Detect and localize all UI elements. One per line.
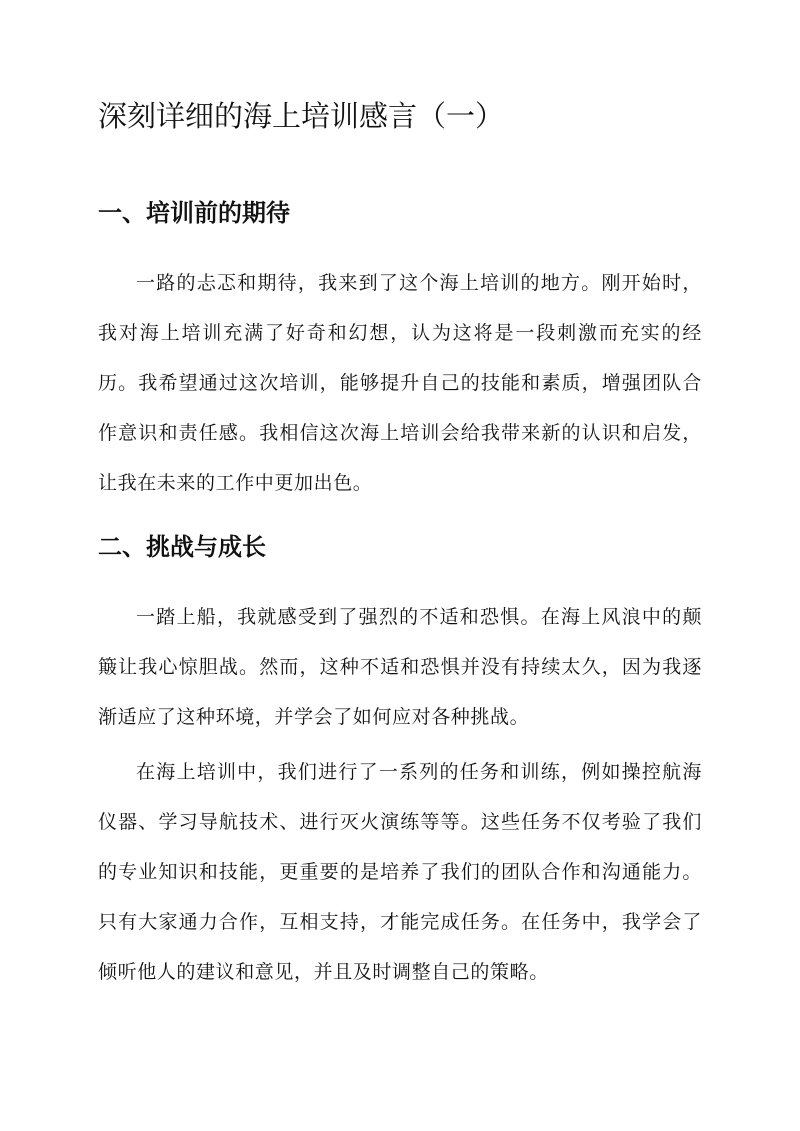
paragraph-challenges-1: 一踏上船，我就感受到了强烈的不适和恐惧。在海上风浪中的颠簸让我心惊胆战。然而，这种不适和恐惧并没有持续太久，因为我逐渐适应了这种环境，并学会了如何应对各种挑战。	[98, 606, 702, 728]
paragraph-challenges-2: 在海上培训中，我们进行了一系列的任务和训练，例如操控航海仪器、学习导航技术、进行灭火演练等等。这些任务不仅考验了我们的专业知识和技能，更重要的是培养了我们的团队合作和沟通能力。只有大家通力合作，互相支持，才能完成任务。在任务中，我学会了倾听他人的建议和意见，并且及时调整自己的策略。	[98, 761, 702, 983]
section-heading-expectations: 一、培训前的期待	[98, 198, 290, 227]
page-title: 深刻详细的海上培训感言（一）	[98, 99, 505, 133]
paragraph-expectations: 一路的忐忑和期待，我来到了这个海上培训的地方。刚开始时，我对海上培训充满了好奇和幻想，认为这将是一段刺激而充实的经历。我希望通过这次培训，能够提升自己的技能和素质，增强团队合作意识和责任感。我相信这次海上培训会给我带来新的认识和启发，让我在未来的工作中更加出色。	[98, 272, 702, 494]
section-heading-challenges: 二、挑战与成长	[98, 532, 266, 561]
